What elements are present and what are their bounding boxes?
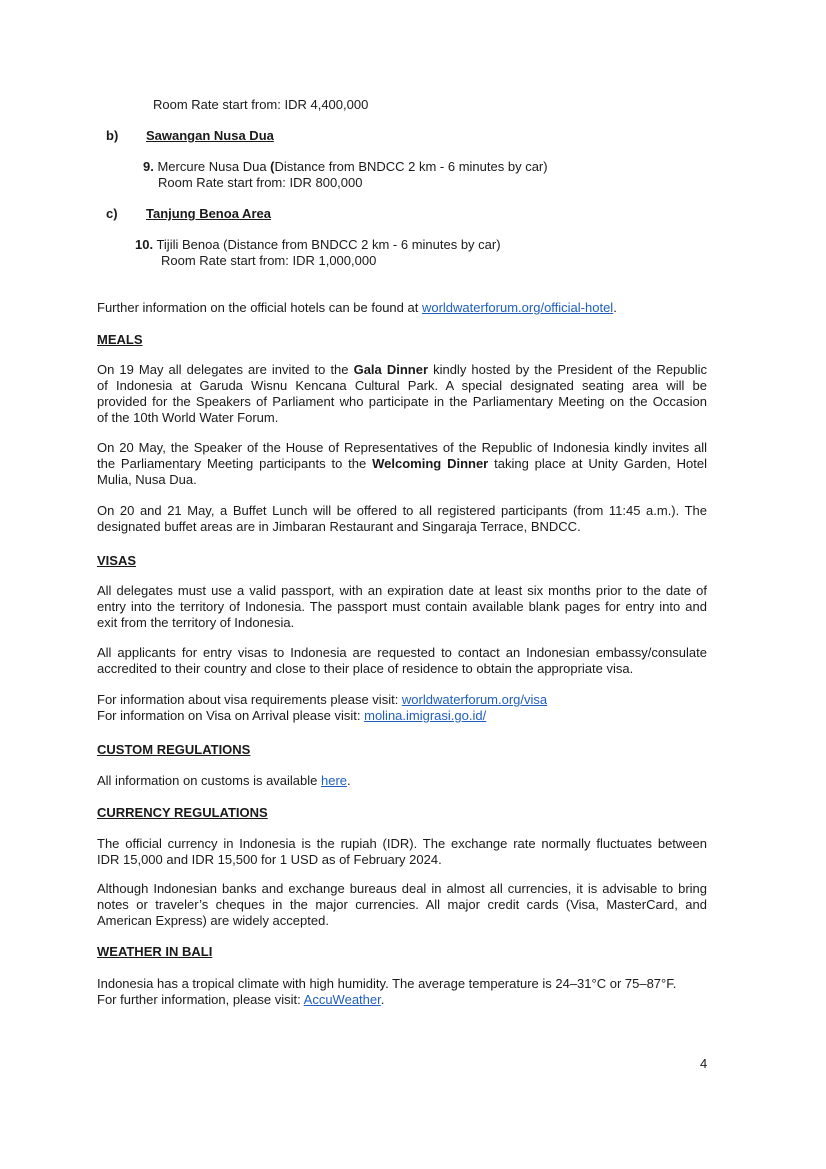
- text-line: American Express) are widely accepted.: [97, 913, 329, 928]
- text-line: of the 10th World Water Forum.: [97, 410, 279, 425]
- room-rate-line: Room Rate start from: IDR 800,000: [158, 175, 363, 190]
- meals-paragraph-2: [97, 440, 707, 488]
- text-line: accredited to their country and close to their place of residence to obtain the appropriate visa.: [97, 661, 634, 676]
- hotel-item-10: [135, 237, 501, 253]
- visas-paragraph-2: [97, 645, 707, 677]
- visa-on-arrival-line: [97, 708, 486, 724]
- text-span: For information about visa requirements please visit:: [97, 692, 402, 707]
- text-line: Mulia, Nusa Dua.: [97, 472, 197, 487]
- text-line: On 20 and 21 May, a Buffet Lunch will be offered to all registered participants (from 11:45 a.m.). The: [97, 503, 707, 518]
- visa-info-line: [97, 692, 547, 708]
- text-line: The official currency in Indonesia is the rupiah (IDR). The exchange rate normally fluctuates between: [97, 836, 707, 851]
- hotel-name: Mercure Nusa Dua: [153, 159, 271, 174]
- text-line: of Indonesia at Garuda Wisnu Kencana Cultural Park. A special designated seating area will be: [97, 378, 707, 393]
- section-title-tanjung-benoa: Tanjung Benoa Area: [146, 206, 271, 221]
- page-number: 4: [700, 1056, 708, 1071]
- hotel-number: 9.: [143, 159, 154, 174]
- text-line: All applicants for entry visas to Indonesia are requested to contact an Indonesian embassy/consulate: [97, 645, 707, 660]
- text-span: .: [347, 773, 351, 788]
- hotels-info: [97, 300, 617, 316]
- imigrasi-link[interactable]: molina.imigrasi.go.id/: [364, 708, 487, 723]
- text-span: the Parliamentary Meeting participants to the: [97, 456, 373, 471]
- text-span: On 19 May all delegates are invited to the: [97, 362, 354, 377]
- text-line: [97, 992, 707, 1008]
- text-span: .: [380, 992, 385, 1007]
- text-line: IDR 15,000 and IDR 15,500 for 1 USD as of February 2024.: [97, 852, 442, 867]
- text-span: kindly hosted by the President of the Republic: [428, 362, 707, 377]
- hotel-distance: Distance from BNDCC 2 km - 6 minutes by car): [274, 159, 548, 174]
- currency-paragraph-1: [97, 836, 707, 868]
- accuweather-link[interactable]: AccuWeather: [303, 992, 381, 1007]
- weather-paragraph: [97, 976, 707, 1008]
- text-line: entry into the territory of Indonesia. The passport must contain available blank pages for entry into and: [97, 599, 707, 614]
- customs-info: [97, 773, 351, 789]
- text-line: notes or traveler’s cheques in the major currencies. All major credit cards (Visa, MasterCard, and: [97, 897, 707, 912]
- hotel-number: 10.: [135, 237, 154, 252]
- text-line: [97, 362, 707, 378]
- currency-paragraph-2: [97, 881, 707, 929]
- text-line: exit from the territory of Indonesia.: [97, 615, 295, 630]
- text-line: Although Indonesian banks and exchange bureaus deal in almost all currencies, it is advisable to bring: [97, 881, 707, 896]
- meals-paragraph-1: [97, 362, 707, 426]
- text-span: taking place at Unity Garden, Hotel: [488, 456, 707, 471]
- gala-dinner-label: Gala Dinner: [353, 362, 429, 377]
- text-line: provided for the Speakers of Parliament who participate in the Parliamentary Meeting on the Occasion: [97, 394, 707, 409]
- text-line: Indonesia has a tropical climate with high humidity. The average temperature is 24–31°C or 75–87°F.: [97, 976, 677, 991]
- text-line: [97, 456, 707, 472]
- meals-heading: MEALS: [97, 332, 143, 347]
- text-span: All information on customs is available: [97, 773, 321, 788]
- text-span: For further information, please visit:: [97, 992, 304, 1007]
- meals-paragraph-3: [97, 503, 707, 535]
- section-title-sawangan: Sawangan Nusa Dua: [146, 128, 274, 143]
- section-letter-c: c): [106, 206, 118, 221]
- room-rate-line: Room Rate start from: IDR 4,400,000: [153, 97, 369, 112]
- hotel-name: Tijili Benoa (Distance from BNDCC 2 km - 6 minutes by car): [153, 237, 501, 252]
- hotels-info-end: .: [613, 300, 617, 315]
- room-rate-line: Room Rate start from: IDR 1,000,000: [161, 253, 377, 268]
- welcoming-dinner-label: Welcoming Dinner: [372, 456, 489, 471]
- section-letter-b: b): [106, 128, 119, 143]
- hotel-item-9: [143, 159, 548, 175]
- weather-heading: WEATHER IN BALI: [97, 944, 213, 959]
- visas-heading: VISAS: [97, 553, 137, 568]
- customs-heading: CUSTOM REGULATIONS: [97, 742, 251, 757]
- customs-here-link[interactable]: here: [321, 773, 348, 788]
- text-line: All delegates must use a valid passport, with an expiration date at least six months prior to the date of: [97, 583, 707, 598]
- visa-link[interactable]: worldwaterforum.org/visa: [401, 692, 548, 707]
- text-line: designated buffet areas are in Jimbaran Restaurant and Singaraja Terrace, BNDCC.: [97, 519, 581, 534]
- visas-paragraph-1: [97, 583, 707, 631]
- text-span: For information on Visa on Arrival please visit:: [97, 708, 365, 723]
- currency-heading: CURRENCY REGULATIONS: [97, 805, 268, 820]
- text-line: On 20 May, the Speaker of the House of Representatives of the Republic of Indonesia kindly invites all: [97, 440, 707, 455]
- hotels-info-text: Further information on the official hotels can be found at: [97, 300, 422, 315]
- official-hotel-link[interactable]: worldwaterforum.org/official-hotel: [421, 300, 614, 315]
- hotel-paren: (: [270, 159, 275, 174]
